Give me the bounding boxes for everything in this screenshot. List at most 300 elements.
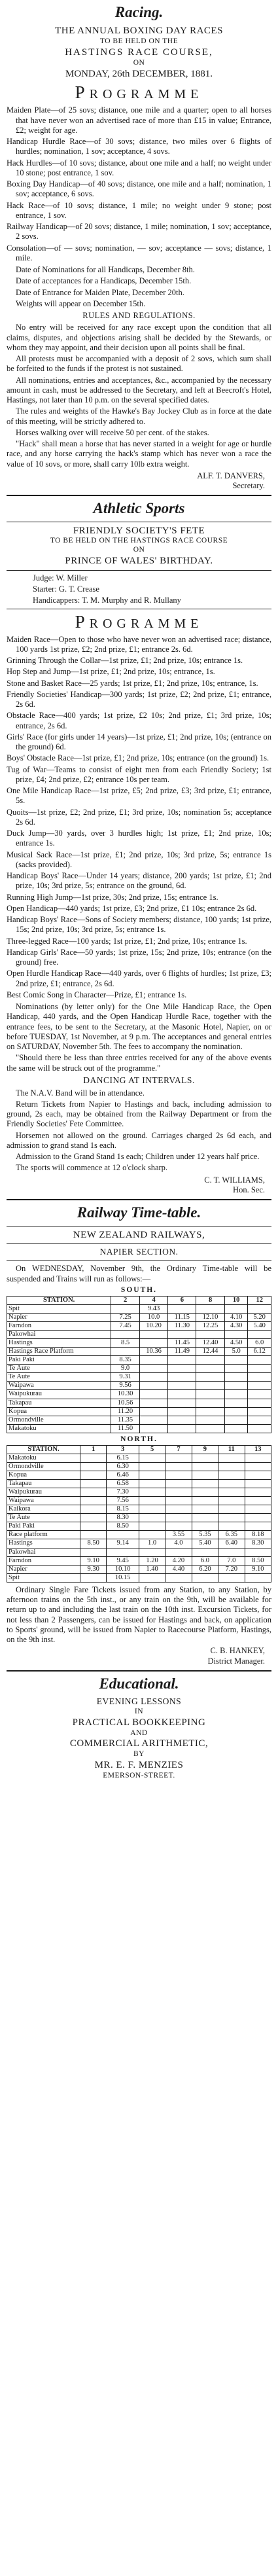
- departure-time: 8.50: [245, 1556, 271, 1565]
- departure-time: [168, 1304, 196, 1313]
- departure-time: [111, 1304, 140, 1313]
- departure-time: [168, 1424, 196, 1433]
- departure-time: [107, 1531, 139, 1539]
- station-name: Farndon: [7, 1556, 80, 1565]
- racing-event: Railway Handicap—of 20 sovs; distance, 1 mile; nomination, 1 sov; acceptance, 2 sovs.: [7, 222, 271, 241]
- timetable-header-cell: 3: [107, 1445, 139, 1454]
- departure-time: 6.0: [248, 1339, 271, 1348]
- departure-time: [139, 1382, 168, 1390]
- departure-time: 9.10: [245, 1565, 271, 1573]
- timetable-row: [7, 1462, 271, 1471]
- athletic-notes-2: [7, 1088, 271, 1173]
- athletic-note: The N.A.V. Band will be in attendance.: [16, 1088, 145, 1098]
- racing-rule: The rules and weights of the Hawke's Bay Jockey Club as in force at the date of this meeting, will be strictly adhered to.: [7, 406, 271, 426]
- departure-time: [192, 1454, 218, 1462]
- departure-time: 9.56: [111, 1382, 140, 1390]
- departure-time: [139, 1488, 165, 1497]
- departure-time: 5.20: [248, 1313, 271, 1321]
- departure-time: [224, 1356, 248, 1365]
- timetable-body: [7, 1304, 271, 1433]
- departure-time: [165, 1514, 192, 1522]
- departure-time: [165, 1488, 192, 1497]
- departure-time: 6.40: [218, 1539, 245, 1548]
- departure-time: 6.15: [107, 1454, 139, 1462]
- departure-time: [218, 1505, 245, 1514]
- racing-event-list: [7, 105, 271, 263]
- departure-time: [139, 1573, 165, 1582]
- departure-time: [168, 1356, 196, 1365]
- racing-on: ON: [133, 58, 145, 67]
- racing-signature-role: Secretary.: [232, 481, 265, 491]
- athletic-event: Stone and Basket Race—25 yards; 1st prize, £1; 2nd prize, 10s; entrance, 1s.: [7, 678, 258, 688]
- departure-time: [248, 1390, 271, 1399]
- athletic-event: Girls' Race (for girls under 14 years)—1st prize, £1; 2nd prize, 10s; (entrance on the ground) 6d.: [7, 732, 271, 752]
- departure-time: [165, 1522, 192, 1531]
- timetable-header-cell: 13: [245, 1445, 271, 1454]
- departure-time: [165, 1573, 192, 1582]
- departure-time: [248, 1304, 271, 1313]
- timetable-header: [7, 1296, 271, 1304]
- departure-time: [218, 1497, 245, 1505]
- departure-time: [218, 1480, 245, 1488]
- departure-time: [245, 1462, 271, 1471]
- divider: [7, 1243, 271, 1244]
- departure-time: [248, 1416, 271, 1424]
- athletic-event: Grinning Through the Collar—1st prize, £1; 2nd prize, 10s; entrance 1s.: [7, 656, 243, 666]
- departure-time: 8.5: [111, 1339, 140, 1348]
- departure-time: 5.40: [248, 1321, 271, 1330]
- official-line: Starter: G. T. Crease: [33, 584, 99, 594]
- timetable-header-cell: 4: [139, 1296, 168, 1304]
- racing-event: Boxing Day Handicap—of 40 sovs; distance, one mile and a half; nomination, 1 sov; acceptance, 6 sovs.: [7, 179, 271, 199]
- athletic-note: Nominations (by letter only) for the One Mile Handicap Race, the Open Handicap, 440 yards, and the Open Handicap Hurdle Race, together with the entrance fees, to be sent to the Secretary, at the Masonic Hotel, Napier, on or before TUESDAY, 1st November, at 9 p.m. The acceptances and general entries on SATURDAY, November 5th. The fees to accompany the nomination.: [7, 1002, 271, 1052]
- racing-rule: Horses walking over will receive 50 per cent. of the stakes.: [16, 427, 209, 437]
- racing-date-line: Date of Nominations for all Handicaps, December 8th.: [16, 265, 195, 275]
- departure-time: [192, 1522, 218, 1531]
- timetable-row: [7, 1390, 271, 1399]
- departure-time: [168, 1407, 196, 1416]
- timetable-header-cell: 8: [196, 1296, 225, 1304]
- athletic-signature-name: C. T. WILLIAMS,: [204, 1175, 265, 1185]
- athletic-event: Handicap Boys' Race—Under 14 years; distance, 200 yards; 1st prize, £1; 2nd prize, 10s; 3rd prize, 5s; entrance on the ground, 6d.: [7, 871, 271, 891]
- timetable-row: [7, 1497, 271, 1505]
- departure-time: [196, 1407, 225, 1416]
- edu-line: AND: [130, 1728, 148, 1737]
- departure-time: 10.36: [139, 1348, 168, 1356]
- racing-event: Hack Hurdles—of 10 sovs; distance, about one mile and a half; no weight under 10 stone; post entrance, 1 sov.: [7, 158, 271, 177]
- departure-time: 10.0: [139, 1313, 168, 1321]
- departure-time: [139, 1356, 168, 1365]
- athletic-programme-heading: PROGRAMME: [75, 611, 203, 632]
- departure-time: [139, 1390, 168, 1399]
- station-name: Paki Paki: [7, 1356, 111, 1365]
- timetable-header-cell: 12: [248, 1296, 271, 1304]
- timetable-body: [7, 1454, 271, 1582]
- departure-time: [245, 1548, 271, 1556]
- timetable-row: [7, 1382, 271, 1390]
- departure-time: [139, 1339, 168, 1348]
- departure-time: [165, 1471, 192, 1479]
- station-name: Takapau: [7, 1480, 80, 1488]
- departure-time: 12.40: [196, 1339, 225, 1348]
- departure-time: 10.56: [111, 1399, 140, 1407]
- timetable-row: [7, 1365, 271, 1373]
- departure-time: [168, 1331, 196, 1339]
- station-name: Makatoku: [7, 1424, 111, 1433]
- timetable-row: [7, 1531, 271, 1539]
- departure-time: [248, 1424, 271, 1433]
- departure-time: [107, 1548, 139, 1556]
- racing-course: HASTINGS RACE COURSE,: [65, 46, 213, 58]
- station-name: Takapau: [7, 1399, 111, 1407]
- departure-time: [165, 1480, 192, 1488]
- departure-time: [139, 1514, 165, 1522]
- departure-time: [245, 1514, 271, 1522]
- departure-time: 5.35: [192, 1531, 218, 1539]
- racing-date-line: Date of acceptances for a Handicaps, December 15th.: [16, 276, 192, 286]
- station-name: Waipawa: [7, 1382, 111, 1390]
- section-divider: [7, 1199, 271, 1200]
- racing-signature-name: ALF. T. DANVERS,: [197, 471, 265, 480]
- departure-time: 8.35: [111, 1356, 140, 1365]
- departure-time: 11.15: [168, 1313, 196, 1321]
- station-name: Waipukurau: [7, 1488, 80, 1497]
- departure-time: 9.14: [107, 1539, 139, 1548]
- departure-time: [196, 1399, 225, 1407]
- departure-time: [218, 1471, 245, 1479]
- racing-rules-heading: RULES AND REGULATIONS.: [82, 311, 196, 321]
- athletic-event: Open Hurdle Handicap Race—440 yards, over 6 flights of hurdles; 1st prize, £3; 2nd prize, £1; entrance, 2s 6d.: [7, 969, 271, 988]
- departure-time: [224, 1373, 248, 1382]
- departure-time: [80, 1505, 106, 1514]
- athletic-event: Three-legged Race—100 yards; 1st prize, £1; 2nd prize, 10s; entrance 1s.: [7, 936, 247, 946]
- station-name: Farndon: [7, 1321, 111, 1330]
- departure-time: 4.40: [165, 1565, 192, 1573]
- station-name: Ormondville: [7, 1462, 80, 1471]
- departure-time: [80, 1480, 106, 1488]
- athletic-event: Handicap Girls' Race—50 yards; 1st prize, 15s; 2nd prize, 10s; entrance (on the ground) free.: [7, 947, 271, 967]
- departure-time: [80, 1522, 106, 1531]
- departure-time: [248, 1399, 271, 1407]
- departure-time: [218, 1522, 245, 1531]
- edu-line: EMERSON-STREET.: [103, 1771, 175, 1780]
- departure-time: [111, 1331, 140, 1339]
- departure-time: [245, 1573, 271, 1582]
- departure-time: [196, 1382, 225, 1390]
- departure-time: [139, 1331, 168, 1339]
- timetable-header-cell: 2: [111, 1296, 140, 1304]
- departure-time: 4.30: [224, 1321, 248, 1330]
- racing-rule: All nominations, entries and acceptances, &c., accompanied by the necessary amount in cash, must be addressed to the Secretary, and left at Beecroft's Hotel, Hastings, not later than 10 p.m. on the several specified dates.: [7, 375, 271, 405]
- departure-time: 7.0: [218, 1556, 245, 1565]
- section-divider: [7, 1670, 271, 1672]
- racing-section: [7, 4, 271, 491]
- departure-time: 7.56: [107, 1497, 139, 1505]
- departure-time: [248, 1373, 271, 1382]
- departure-time: 11.45: [168, 1339, 196, 1348]
- departure-time: [80, 1488, 106, 1497]
- departure-time: [196, 1416, 225, 1424]
- athletic-event: Maiden Race—Open to those who have never won an advertised race; distance, 100 yards 1st prize, £2; 2nd prize, £1; entrance 2s. 6d.: [7, 634, 271, 654]
- station-name: Pakowhai: [7, 1331, 111, 1339]
- departure-time: [192, 1548, 218, 1556]
- departure-time: [168, 1373, 196, 1382]
- station-name: Waipukurau: [7, 1390, 111, 1399]
- athletic-event: Friendly Societies' Handicap—300 yards; 1st prize, £2; 2nd prize, £1; entrance, 2s 6d.: [7, 689, 271, 709]
- departure-time: [224, 1382, 248, 1390]
- departure-time: [168, 1416, 196, 1424]
- athletic-signature-role: Hon. Sec.: [233, 1185, 265, 1194]
- departure-time: [139, 1471, 165, 1479]
- timetable-row: [7, 1454, 271, 1462]
- departure-time: 4.10: [224, 1313, 248, 1321]
- departure-time: [192, 1471, 218, 1479]
- departure-time: [139, 1399, 168, 1407]
- departure-time: 1.0: [139, 1539, 165, 1548]
- departure-time: [224, 1365, 248, 1373]
- departure-time: [80, 1497, 106, 1505]
- athletic-event-list: [7, 635, 271, 1001]
- departure-time: 6.0: [192, 1556, 218, 1565]
- departure-time: [248, 1356, 271, 1365]
- railway-signature-role: District Manager.: [207, 1656, 265, 1666]
- departure-time: [218, 1573, 245, 1582]
- departure-time: [245, 1480, 271, 1488]
- athletic-event: Handicap Boys' Race—Sons of Society members; distance, 100 yards; 1st prize, 15s; 2nd prize, 10s; 3rd prize, 5s; entrance 1s.: [7, 915, 271, 935]
- departure-time: 7.45: [111, 1321, 140, 1330]
- athletic-event: Musical Sack Race—1st prize, £1; 2nd prize, 10s; 3rd prize, 5s; entrance 1s (sacks provided).: [7, 850, 271, 869]
- departure-time: [168, 1390, 196, 1399]
- departure-time: 6.58: [107, 1480, 139, 1488]
- north-timetable: [7, 1445, 271, 1583]
- departure-time: 5.0: [224, 1348, 248, 1356]
- athletic-event: Boys' Obstacle Race—1st prize, £1; 2nd prize, 10s; entrance (on the ground) 1s.: [7, 753, 269, 763]
- railway-banner: Railway Time-table.: [77, 1204, 201, 1221]
- departure-time: 8.50: [107, 1522, 139, 1531]
- departure-time: 6.20: [192, 1565, 218, 1573]
- departure-time: [139, 1454, 165, 1462]
- athletic-title: FRIENDLY SOCIETY'S FETE: [73, 525, 205, 536]
- racing-title: THE ANNUAL BOXING DAY RACES: [55, 26, 223, 37]
- departure-time: [139, 1407, 168, 1416]
- departure-time: 10.20: [139, 1321, 168, 1330]
- racing-date-list: [7, 265, 271, 309]
- racing-held-on: TO BE HELD ON THE: [99, 37, 179, 46]
- edu-line: COMMERCIAL ARITHMETIC,: [69, 1738, 209, 1749]
- departure-time: [245, 1488, 271, 1497]
- racing-date: MONDAY, 26th DECEMBER, 1881.: [65, 68, 213, 79]
- departure-time: 11.35: [111, 1416, 140, 1424]
- athletic-event: Duck Jump—30 yards, over 3 hurdles high; 1st prize, £1; 2nd prize, 10s; entrance 1s.: [7, 829, 271, 848]
- departure-time: 10.10: [107, 1565, 139, 1573]
- racing-rule: "Hack" shall mean a horse that has never started in a weight for age or hurdle race, and any horse carrying the hack's stamp which has never won a race the value of 10 sovs, or more, shall carry 10lb extra weight.: [7, 439, 271, 469]
- departure-time: [192, 1573, 218, 1582]
- departure-time: 10.15: [107, 1573, 139, 1582]
- departure-time: 1.20: [139, 1556, 165, 1565]
- departure-time: [139, 1505, 165, 1514]
- racing-date-line: Date of Entrance for Maiden Plate, December 20th.: [16, 287, 184, 297]
- departure-time: [139, 1531, 165, 1539]
- departure-time: [196, 1304, 225, 1313]
- departure-time: 9.31: [111, 1373, 140, 1382]
- timetable-row: [7, 1339, 271, 1348]
- departure-time: [80, 1531, 106, 1539]
- departure-time: 12.10: [196, 1313, 225, 1321]
- timetable-header-cell: 1: [80, 1445, 106, 1454]
- departure-time: [196, 1424, 225, 1433]
- departure-time: 1.40: [139, 1565, 165, 1573]
- timetable-row: [7, 1573, 271, 1582]
- departure-time: [80, 1462, 106, 1471]
- departure-time: [165, 1462, 192, 1471]
- departure-time: 11.30: [168, 1321, 196, 1330]
- south-timetable: [7, 1296, 271, 1433]
- station-name: Napier: [7, 1313, 111, 1321]
- station-name: Napier: [7, 1565, 80, 1573]
- station-name: Ormondville: [7, 1416, 111, 1424]
- station-name: Kaikora: [7, 1505, 80, 1514]
- athletic-section: [7, 500, 271, 1195]
- departure-time: [192, 1480, 218, 1488]
- athletic-event: Obstacle Race—400 yards; 1st prize, £2 10s; 2nd prize, £1; 3rd prize, 10s; entrance, 2s 6d.: [7, 711, 271, 730]
- departure-time: [80, 1573, 106, 1582]
- racing-event: Consolation—of — sovs; nomination, — sov; acceptance — sovs; distance, 1 mile.: [7, 243, 271, 262]
- timetable-row: [7, 1522, 271, 1531]
- athletic-event: Open Handicap—440 yards; 1st prize, £3; 2nd prize, £1 10s; entrance 2s 6d.: [7, 903, 257, 913]
- timetable-row: [7, 1424, 271, 1433]
- departure-time: [139, 1424, 168, 1433]
- departure-time: [196, 1331, 225, 1339]
- departure-time: 6.35: [218, 1531, 245, 1539]
- railway-signature-name: C. B. HANKEY,: [210, 1646, 265, 1656]
- athletic-event: Best Comic Song in Character—Prize, £1; entrance 1s.: [7, 990, 187, 999]
- departure-time: [192, 1497, 218, 1505]
- departure-time: [245, 1471, 271, 1479]
- station-name: Waipawa: [7, 1497, 80, 1505]
- timetable-row: [7, 1399, 271, 1407]
- departure-time: [224, 1416, 248, 1424]
- departure-time: [224, 1424, 248, 1433]
- departure-time: [168, 1365, 196, 1373]
- departure-time: [139, 1480, 165, 1488]
- timetable-header-cell: 11: [218, 1445, 245, 1454]
- athletic-event: Hop Step and Jump—1st prize, £1; 2nd prize, 10s; entrance, 1s.: [7, 667, 215, 677]
- departure-time: [192, 1514, 218, 1522]
- timetable-row: [7, 1407, 271, 1416]
- departure-time: 4.20: [165, 1556, 192, 1565]
- edu-line: IN: [134, 1708, 144, 1716]
- athletic-note: Horsemen not allowed on the ground. Carriages charged 2s 6d each, and admission to grand stand 1s each.: [7, 1130, 271, 1150]
- edu-line: BY: [133, 1750, 145, 1759]
- racing-event: Hack Race—of 10 sovs; distance, 1 mile; no weight under 9 stone; post entrance, 1 sov.: [7, 200, 271, 220]
- departure-time: 6.12: [248, 1348, 271, 1356]
- timetable-row: [7, 1331, 271, 1339]
- departure-time: 11.50: [111, 1424, 140, 1433]
- official-line: Handicappers: T. M. Murphy and R. Mullany: [33, 596, 181, 605]
- departure-time: 3.55: [165, 1531, 192, 1539]
- athletic-notes: [7, 1002, 271, 1073]
- timetable-row: [7, 1348, 271, 1356]
- timetable-header-cell: 5: [139, 1445, 165, 1454]
- departure-time: 9.30: [80, 1565, 106, 1573]
- departure-time: 4.50: [224, 1339, 248, 1348]
- timetable-row: [7, 1480, 271, 1488]
- edu-line: MR. E. F. MENZIES: [94, 1759, 184, 1770]
- departure-time: [224, 1407, 248, 1416]
- athletic-on: ON: [133, 546, 145, 554]
- departure-time: 9.43: [139, 1304, 168, 1313]
- athletic-note: Return Tickets from Napier to Hastings and back, including admission to ground, 2s each, may be obtained from the Railway Department or from the Friendly Societies' Fete Committee.: [7, 1099, 271, 1129]
- athletic-banner: Athletic Sports: [93, 500, 185, 517]
- station-name: Te Aute: [7, 1373, 111, 1382]
- timetable-row: [7, 1565, 271, 1573]
- south-direction: SOUTH.: [120, 1285, 158, 1294]
- departure-time: 8.30: [107, 1514, 139, 1522]
- timetable-header: [7, 1445, 271, 1454]
- departure-time: 6.30: [107, 1462, 139, 1471]
- railway-section: [7, 1204, 271, 1666]
- station-name: Hastings Race Platform: [7, 1348, 111, 1356]
- departure-time: [80, 1454, 106, 1462]
- departure-time: 8.15: [107, 1505, 139, 1514]
- timetable-header-cell: 6: [168, 1296, 196, 1304]
- departure-time: [168, 1382, 196, 1390]
- departure-time: [218, 1548, 245, 1556]
- timetable-row: [7, 1356, 271, 1365]
- departure-time: [248, 1382, 271, 1390]
- athletic-note: "Should there be less than three entries received for any of the above events the same will be struck out of the programme.": [7, 1053, 271, 1073]
- timetable-row: [7, 1373, 271, 1382]
- departure-time: [218, 1514, 245, 1522]
- edu-line: PRACTICAL BOOKKEEPING: [72, 1717, 206, 1728]
- racing-programme-heading: PROGRAMME: [75, 82, 203, 103]
- departure-time: [245, 1454, 271, 1462]
- departure-time: [248, 1407, 271, 1416]
- athletic-event: One Mile Handicap Race—1st prize, £5; 2nd prize, £3; 3rd prize, £1; entrance, 5s.: [7, 786, 271, 806]
- railway-notice: On WEDNESDAY, November 9th, the Ordinary Time-table will be suspended and Trains will run as follows:—: [7, 1264, 271, 1283]
- station-name: Te Aute: [7, 1514, 80, 1522]
- timetable-row: [7, 1471, 271, 1479]
- timetable-header-cell: 7: [165, 1445, 192, 1454]
- official-line: Judge: W. Miller: [33, 573, 88, 582]
- departure-time: [80, 1471, 106, 1479]
- timetable-row: [7, 1416, 271, 1424]
- departure-time: [80, 1548, 106, 1556]
- station-name: Race platform: [7, 1531, 80, 1539]
- racing-date-line: Weights will appear on December 15th.: [16, 298, 146, 308]
- station-name: Spit: [7, 1573, 80, 1582]
- athletic-event: Quoits—1st prize, £2; 2nd prize, £1; 3rd prize, 10s; nomination 5s; acceptance 2s 6d.: [7, 807, 271, 827]
- station-name: Paki Paki: [7, 1522, 80, 1531]
- departure-time: [196, 1390, 225, 1399]
- athletic-officials: [7, 573, 271, 606]
- railway-footer: Ordinary Single Fare Tickets issued from any Station, to any Station, by afternoon trains on the 5th inst., or any train on the 9th, will be available for return up to and including the last train on the 10th inst. Excursion Tickets, for not less than 2 Passengers, can be issued for Hastings and back, on application to Sports' ground, will be issued from Napier to Racecourse Platform, Hastings, on the 9th inst.: [7, 1584, 271, 1644]
- departure-time: [192, 1505, 218, 1514]
- departure-time: 4.0: [165, 1539, 192, 1548]
- departure-time: [139, 1497, 165, 1505]
- departure-time: [139, 1522, 165, 1531]
- departure-time: 8.18: [245, 1531, 271, 1539]
- departure-time: [245, 1505, 271, 1514]
- departure-time: [139, 1462, 165, 1471]
- station-name: Kopua: [7, 1471, 80, 1479]
- timetable-row: [7, 1514, 271, 1522]
- departure-time: [245, 1522, 271, 1531]
- departure-time: [139, 1416, 168, 1424]
- departure-time: [248, 1365, 271, 1373]
- timetable-header-cell: 9: [192, 1445, 218, 1454]
- departure-time: [139, 1548, 165, 1556]
